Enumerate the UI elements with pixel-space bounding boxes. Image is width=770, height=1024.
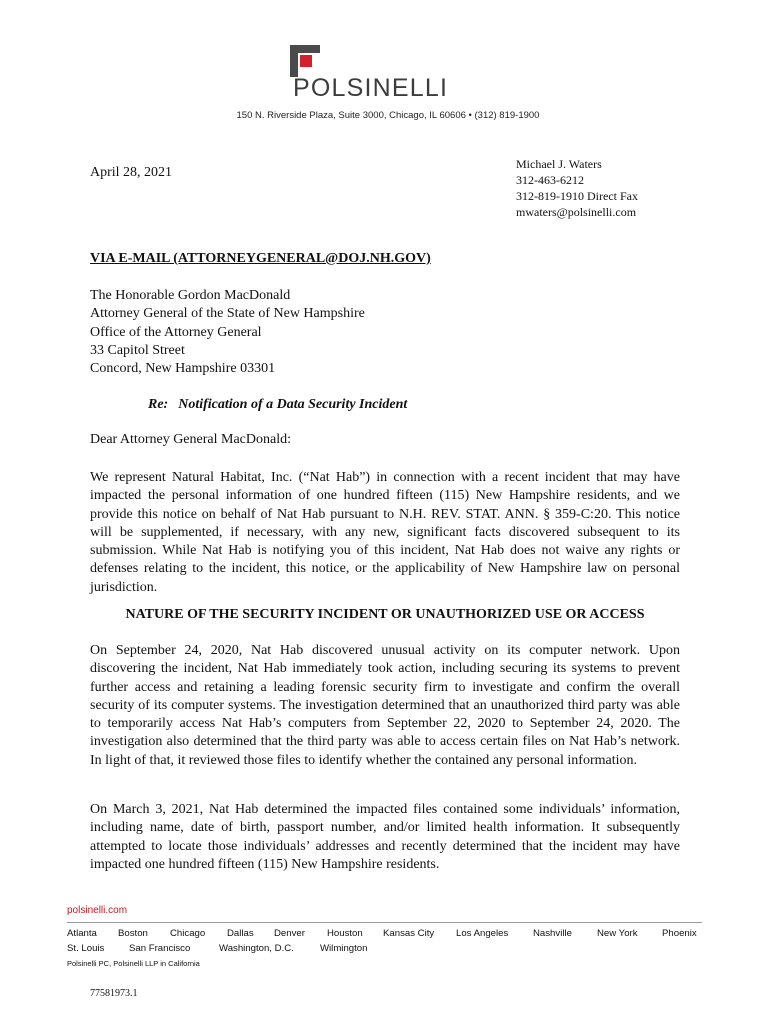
body-paragraph: On March 3, 2021, Nat Hab determined the impacted files contained some individuals’ information, including name, date of birth, passport number, and/or limited health information. It subsequently attempted to locate those individuals’ addresses and recently determined that the incident may have impacted one hundred fifteen (115) New Hampshire residents. (90, 802, 680, 872)
logo-wordmark: POLSINELLI (293, 74, 449, 102)
recipient-line: Concord, New Hampshire 03301 (90, 361, 276, 377)
office-city: St. Louis (67, 943, 105, 954)
firm-entity-note: Polsinelli PC, Polsinelli LLP in California (67, 959, 200, 968)
office-city: Chicago (170, 928, 206, 939)
letter-date: April 28, 2021 (90, 165, 173, 180)
section-heading: NATURE OF THE SECURITY INCIDENT OR UNAUTHORIZED USE OR ACCESS (125, 607, 645, 622)
footer-website-link[interactable]: polsinelli.com (67, 905, 128, 916)
salutation: Dear Attorney General MacDonald: (90, 432, 291, 447)
sender-fax: 312-819-1910 Direct Fax (516, 189, 638, 203)
footer-divider (67, 922, 702, 923)
delivery-method: VIA E-MAIL (ATTORNEYGENERAL@DOJ.NH.GOV) (90, 251, 431, 266)
letterhead-address: 150 N. Riverside Plaza, Suite 3000, Chicago, IL 60606 • (312) 819-1900 (236, 110, 540, 121)
sender-block (516, 156, 638, 220)
office-city: Kansas City (383, 928, 435, 939)
recipient-line: Attorney General of the State of New Hampshire (90, 306, 365, 322)
office-city: Houston (327, 928, 363, 939)
office-city: Phoenix (662, 928, 697, 939)
office-city: Wilmington (320, 943, 368, 954)
sender-name: Michael J. Waters (516, 157, 602, 171)
subject-line (148, 397, 417, 413)
office-city: Washington, D.C. (219, 943, 294, 954)
office-city: Atlanta (67, 928, 97, 939)
sender-phone: 312-463-6212 (516, 173, 584, 187)
office-city: Nashville (533, 928, 572, 939)
office-city: New York (597, 928, 638, 939)
recipient-line: 33 Capitol Street (90, 342, 185, 358)
recipient-line: Office of the Attorney General (90, 324, 262, 340)
recipient-line: The Honorable Gordon MacDonald (90, 288, 291, 303)
office-city: Boston (118, 928, 148, 939)
body-paragraph: We represent Natural Habitat, Inc. (“Nat Hab”) in connection with a recent incident that may have impacted the personal information of one hundred fifteen (115) New Hampshire residents, and we provide this notice on behalf of Nat Hab pursuant to N.H. REV. STAT. ANN. § 359-C:20. This notice will be supplemented, if necessary, with any new, significant facts discovered subsequent to its submission. While Nat Hab is notifying you of this incident, Nat Hab does not waive any rights or defenses relating to the incident, this notice, or the applicability of New Hampshire law on personal jurisdiction. (90, 470, 680, 595)
recipient-address (90, 287, 365, 378)
sender-email: mwaters@polsinelli.com (516, 205, 637, 219)
subject-text: Notification of a Data Security Incident (178, 397, 408, 412)
document-id: 77581973.1 (90, 988, 138, 999)
office-city: Dallas (227, 928, 254, 939)
office-city: Denver (274, 928, 305, 939)
subject-label: Re: (148, 397, 169, 412)
body-paragraph: On September 24, 2020, Nat Hab discovered unusual activity on its computer network. Upon discovering the incident, Nat Hab immediately took action, including securing its systems to prevent further access and retaining a leading forensic security firm to investigate and confirm the overall security of its computer systems. The investigation determined that an unauthorized third party was able to temporarily access Nat Hab’s computers from September 22, 2020 to September 24, 2020. The investigation also determined that the third party was able to access certain files on Nat Hab’s network. In light of that, it reviewed those files to identify whether the contained any personal information. (90, 643, 680, 768)
office-city: San Francisco (129, 943, 191, 954)
polsinelli-logo (287, 45, 487, 103)
logo-mark-icon (290, 45, 320, 77)
office-city: Los Angeles (456, 928, 509, 939)
